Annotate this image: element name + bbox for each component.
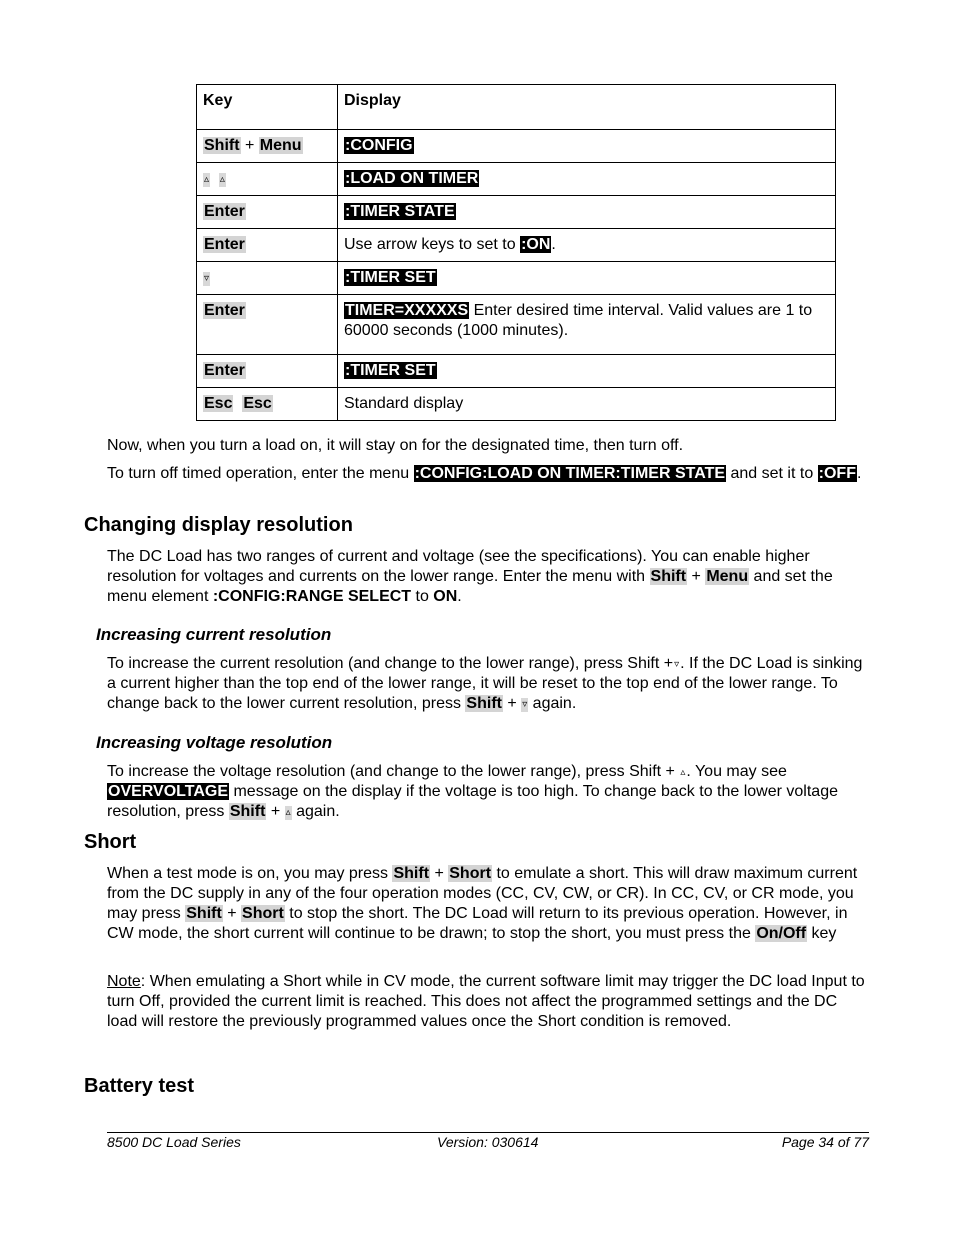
key-menu: Menu xyxy=(259,137,302,154)
key-menu: Menu xyxy=(706,568,749,585)
heading-display-resolution: Changing display resolution xyxy=(84,514,353,536)
key-esc: Esc xyxy=(243,395,272,412)
key-shift: Shift xyxy=(229,803,266,820)
display-load-on-timer: :LOAD ON TIMER xyxy=(345,170,479,187)
down-arrow-icon: ▿ xyxy=(674,659,680,670)
footer-divider xyxy=(107,1132,869,1133)
key-shift: Shift xyxy=(393,865,430,882)
key-esc: Esc xyxy=(204,395,233,412)
key-enter: Enter xyxy=(204,203,245,220)
paragraph-voltage-resolution: To increase the voltage resolution (and change to the lower range), press Shift + ▵. You may see OVERVOLTAGE message on the display if the voltage is too high. To change back to the lower voltage resolution, press Shift + ▵ again. xyxy=(107,763,838,820)
key-short: Short xyxy=(449,865,492,882)
display-timer-xxxxxs: TIMER=XXXXXS xyxy=(345,302,469,319)
table-row xyxy=(197,355,836,388)
table-row: Shift + Menu :CONFIG xyxy=(197,130,836,163)
key-shift: Shift xyxy=(466,695,502,712)
heading-voltage-resolution: Increasing voltage resolution xyxy=(96,733,333,752)
up-arrow-icon: ▵ xyxy=(285,807,291,818)
header-key: Key xyxy=(197,85,338,130)
paragraph-note: Note: When emulating a Short while in CV mode, the current software limit may trigger the DC load Input to turn Off, provided the current limit is reached. This does not affect the programmed settings and the DC load will restore the previously programmed values once the Short condition is removed. xyxy=(107,973,865,1030)
display-timer-set: :TIMER SET xyxy=(345,269,436,286)
header-display: Display xyxy=(338,85,836,130)
table-row xyxy=(197,196,836,229)
paragraph-turn-off-timer: To turn off timed operation, enter the menu :CONFIG:LOAD ON TIMER:TIMER STATE and set it to :OFF. xyxy=(107,465,862,482)
display-on: :ON xyxy=(521,236,551,253)
table-row xyxy=(197,163,836,196)
display-standard: Standard display xyxy=(338,388,836,421)
key-on-off: On/Off xyxy=(756,925,807,942)
display-overvoltage: OVERVOLTAGE xyxy=(108,783,229,800)
paragraph-current-resolution: To increase the current resolution (and change to the lower range), press Shift +▿. If the DC Load is sinking a current higher than the top end of the lower range, it will be reset to the top end of the lower range. To change back to the lower current resolution, press Shift + ▿ again. xyxy=(107,655,863,712)
footer-page-number: Page 34 of 77 xyxy=(781,1134,869,1150)
display-timer-state: :TIMER STATE xyxy=(345,203,455,220)
up-arrow-icon: ▵ xyxy=(219,174,225,185)
key-enter: Enter xyxy=(204,236,245,253)
heading-battery-test: Battery test xyxy=(84,1075,195,1097)
paragraph-load-timer: Now, when you turn a load on, it will stay on for the designated time, then turn off. xyxy=(107,437,684,454)
key-enter: Enter xyxy=(204,302,245,319)
table-header-row xyxy=(197,85,836,130)
down-arrow-icon: ▿ xyxy=(522,699,528,710)
key-display-table xyxy=(196,84,836,421)
paragraph-display-resolution: The DC Load has two ranges of current and voltage (see the specifications). You can enable higher resolution for voltages and currents on the lower range. Enter the menu with Shift + Menu and set the menu element :CONFIG:RANGE SELECT to ON. xyxy=(107,548,833,605)
note-label: Note xyxy=(107,973,141,990)
display-menu-path: :CONFIG:LOAD ON TIMER:TIMER STATE xyxy=(414,465,726,482)
key-short: Short xyxy=(242,905,284,922)
key-shift: Shift xyxy=(204,137,240,154)
display-timer-set: :TIMER SET xyxy=(345,362,436,379)
heading-current-resolution: Increasing current resolution xyxy=(96,625,332,644)
table-row: Enter Use arrow keys to set to :ON. xyxy=(197,229,836,262)
heading-short: Short xyxy=(84,831,137,853)
paragraph-short: When a test mode is on, you may press Shift + Short to emulate a short. This will draw maximum current from the DC supply in any of the four operation modes (CC, CV, CW, or CR). In CC, CV, or CR mode, you may press Shift + Short to stop the short. The DC Load will return to its previous operation. However, in CW mode, the short current will continue to be drawn; to stop the short, you must press the On/Off key xyxy=(107,865,858,942)
display-off: :OFF xyxy=(818,465,856,482)
footer-left: 8500 DC Load Series xyxy=(107,1134,241,1150)
range-select-label: :CONFIG:RANGE SELECT xyxy=(212,588,412,605)
key-shift: Shift xyxy=(650,568,687,585)
display-config: :CONFIG xyxy=(345,137,413,154)
table-row xyxy=(197,262,836,295)
table-row: Enter TIMER=XXXXXS Enter desired time interval. Valid values are 1 to 60000 seconds (1000 minutes). xyxy=(197,295,836,355)
up-arrow-icon: ▵ xyxy=(204,174,210,185)
key-shift: Shift xyxy=(186,905,222,922)
up-arrow-icon: ▵ xyxy=(680,767,686,778)
table-row xyxy=(197,388,836,421)
down-arrow-icon: ▿ xyxy=(204,273,210,284)
footer-version: Version: 030614 xyxy=(437,1134,539,1150)
key-enter: Enter xyxy=(204,362,245,379)
